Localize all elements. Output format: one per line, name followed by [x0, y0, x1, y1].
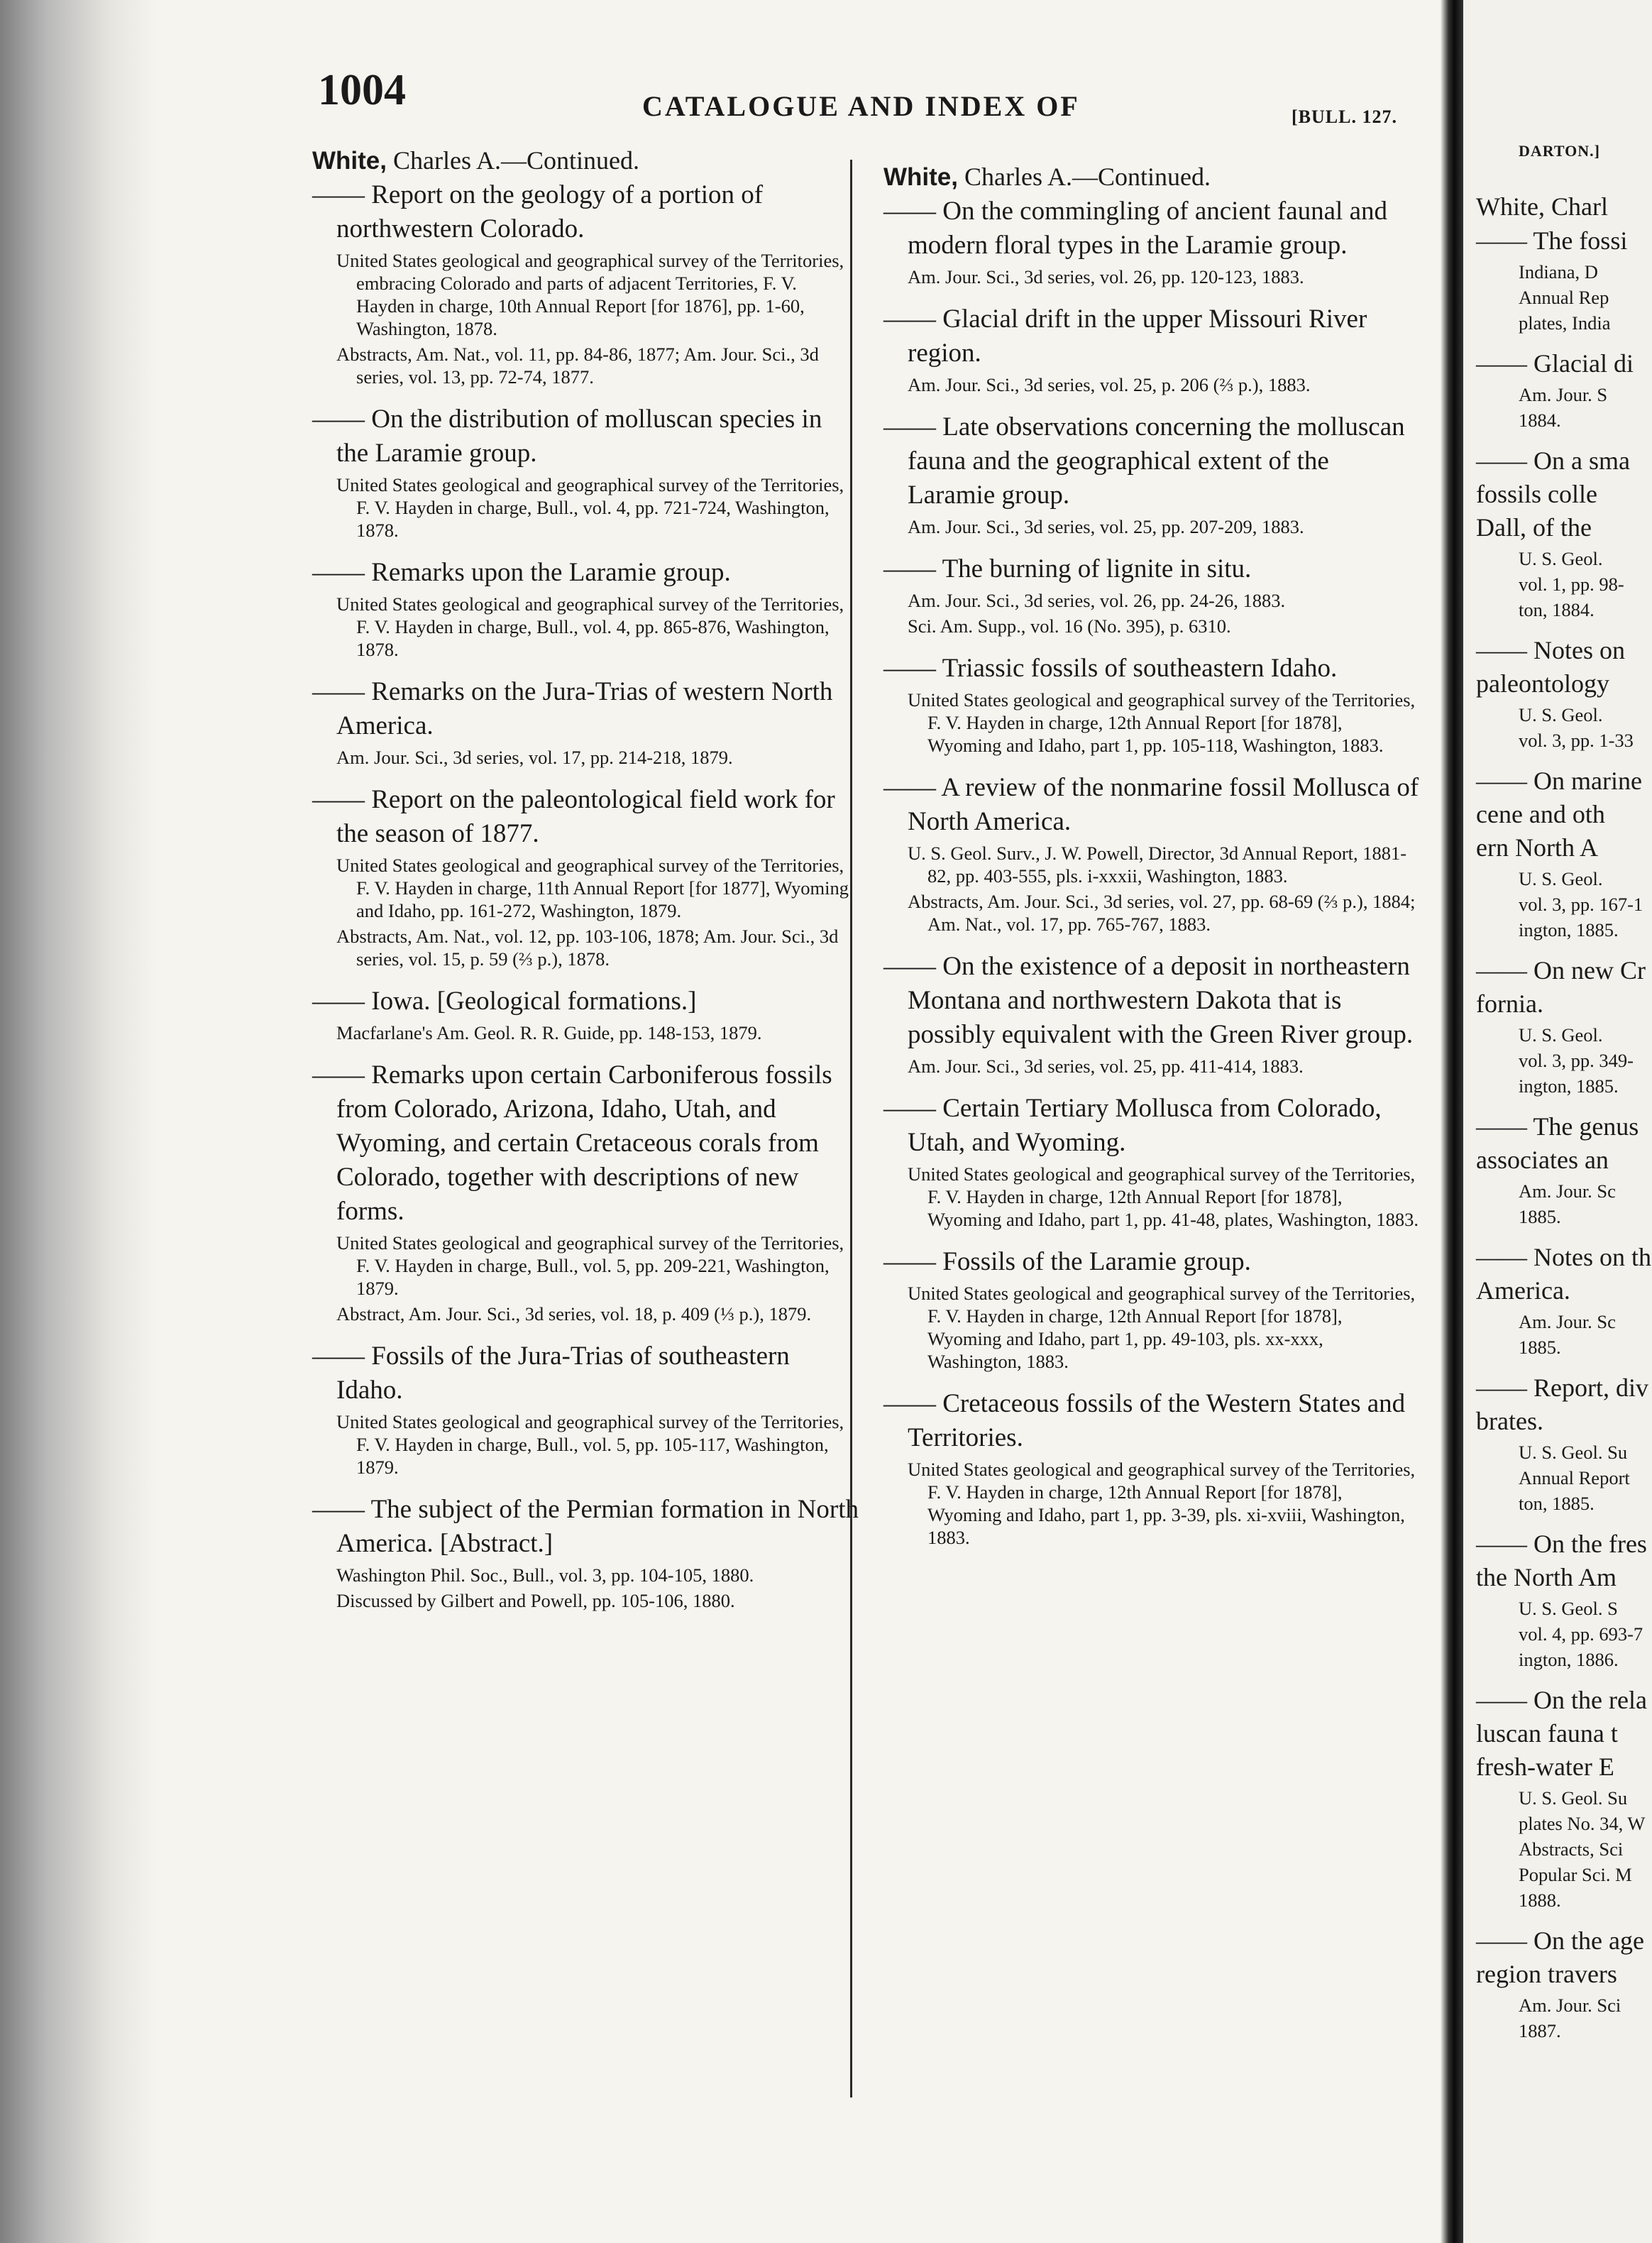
entry-citation: Abstracts, Am. Nat., vol. 12, pp. 103-106, 1878; Am. Jour. Sci., 3d series, vol. 15, p. 59 (⅔ p.), 1878.: [336, 926, 839, 970]
entry-title: —— Iowa. [Geological formations.]: [312, 987, 697, 1016]
catalogue-entry: [312, 675, 859, 769]
entry-citation: Sci. Am. Supp., vol. 16 (No. 395), p. 6310.: [908, 615, 1231, 637]
bulletin-tag: [BULL. 127.: [1292, 106, 1397, 127]
facing-page-line: fresh-water E: [1476, 1753, 1614, 1781]
facing-page-line: U. S. Geol.: [1519, 1024, 1603, 1046]
catalogue-entry: [312, 556, 859, 661]
facing-page-line: fornia.: [1476, 989, 1543, 1018]
facing-page-line: ington, 1885.: [1519, 1075, 1619, 1097]
facing-page-line: —— On the fres: [1476, 1530, 1647, 1558]
facing-page-line: U. S. Geol.: [1519, 704, 1603, 725]
facing-page-line: plates, India: [1519, 312, 1611, 334]
entry-title: —— Fossils of the Jura-Trias of southeastern Idaho.: [312, 1342, 790, 1405]
entry-citation: Macfarlane's Am. Geol. R. R. Guide, pp. 148-153, 1879.: [336, 1022, 762, 1043]
catalogue-entry: [883, 1092, 1419, 1231]
facing-page-line: ton, 1884.: [1519, 599, 1595, 620]
column-right: [883, 162, 1419, 1563]
catalogue-entry: [883, 410, 1419, 538]
facing-page-line: ington, 1885.: [1519, 919, 1619, 940]
entry-citation: Washington Phil. Soc., Bull., vol. 3, pp. 104-105, 1880.: [336, 1564, 754, 1586]
entry-citation: United States geological and geographical survey of the Territories, F. V. Hayden in charge, Bull., vol. 5, pp. 105-117, Washington, 1879.: [336, 1411, 844, 1478]
facing-page-line: ern North A: [1476, 833, 1598, 862]
facing-page-line: Popular Sci. M: [1519, 1864, 1632, 1885]
facing-page-line: U. S. Geol. Su: [1519, 1787, 1628, 1809]
entry-title: —— Certain Tertiary Mollusca from Colorado, Utah, and Wyoming.: [883, 1094, 1382, 1157]
facing-page-column: [1476, 106, 1652, 2042]
facing-page-line: Annual Report: [1519, 1467, 1630, 1488]
running-head: CATALOGUE AND INDEX OF: [642, 90, 1080, 122]
facing-page-line: Annual Rep: [1519, 287, 1609, 308]
entry-citation: United States geological and geographical survey of the Territories, F. V. Hayden in charge, 12th Annual Report [for 1878], Wyoming and Idaho, part 1, pp. 3-39, pls. xi-xviii, Washington, 1883.: [908, 1459, 1416, 1548]
column-left: [312, 146, 859, 1626]
author-header: White, Charles A.—Continued.: [883, 163, 1211, 191]
entry-title: —— Remarks upon the Laramie group.: [312, 558, 731, 587]
facing-page-line: Am. Jour. Sc: [1519, 1311, 1616, 1332]
entry-citation: U. S. Geol. Surv., J. W. Powell, Director, 3d Annual Report, 1881-82, pp. 403-555, pls. i-xxxii, Washington, 1883.: [908, 843, 1407, 887]
entry-citation: Discussed by Gilbert and Powell, pp. 105-106, 1880.: [336, 1590, 735, 1611]
facing-page-line: —— On the age: [1476, 1926, 1644, 1955]
catalogue-entry: [312, 1339, 859, 1479]
entry-title: —— On the distribution of molluscan species in the Laramie group.: [312, 405, 822, 468]
catalogue-entry: [883, 1387, 1419, 1549]
facing-page-line: —— Notes on th: [1476, 1243, 1651, 1271]
facing-running-head: DARTON.]: [1519, 142, 1600, 160]
entry-title: —— Report on the paleontological field work for the season of 1877.: [312, 785, 835, 848]
entry-citation: Am. Jour. Sci., 3d series, vol. 17, pp. 214-218, 1879.: [336, 747, 733, 768]
entry-citation: United States geological and geographical survey of the Territories, F. V. Hayden in charge, Bull., vol. 4, pp. 865-876, Washington, 1878.: [336, 593, 844, 660]
facing-page-line: vol. 3, pp. 167-1: [1519, 894, 1643, 915]
facing-page-line: vol. 4, pp. 693-7: [1519, 1623, 1643, 1645]
facing-page-line: brates.: [1476, 1407, 1543, 1435]
entry-title: —— Remarks upon certain Carboniferous fossils from Colorado, Arizona, Idaho, Utah, and Wyoming, and certain Cretaceous corals from Colorado, together with descriptions of new forms.: [312, 1060, 832, 1226]
facing-page-line: paleontology: [1476, 669, 1609, 698]
entry-title: —— On the existence of a deposit in northeastern Montana and northwestern Dakota that is possibly equivalent with the Green River group.: [883, 952, 1414, 1049]
catalogue-entry: [883, 552, 1419, 637]
facing-page-line: Am. Jour. S: [1519, 384, 1608, 405]
facing-page-line: luscan fauna t: [1476, 1719, 1618, 1748]
facing-page-line: —— On a sma: [1476, 446, 1630, 475]
entry-citation: Am. Jour. Sci., 3d series, vol. 25, p. 206 (⅔ p.), 1883.: [908, 374, 1311, 395]
entry-citation: Am. Jour. Sci., 3d series, vol. 26, pp. 24-26, 1883.: [908, 590, 1286, 611]
facing-page-line: —— The fossi: [1476, 226, 1628, 255]
facing-page-line: vol. 1, pp. 98-: [1519, 574, 1624, 595]
entry-citation: United States geological and geographical survey of the Territories, F. V. Hayden in charge, 12th Annual Report [for 1878], Wyoming and Idaho, part 1, pp. 105-118, Washington, 1883.: [908, 689, 1416, 756]
entry-title: —— Fossils of the Laramie group.: [883, 1247, 1251, 1276]
entry-citation: United States geological and geographical survey of the Territories, embracing Colorado and parts of adjacent Territories, F. V. Hayden in charge, 10th Annual Report [for 1876], pp. 1-60, Washington, 1878.: [336, 250, 844, 339]
facing-page-line: America.: [1476, 1276, 1570, 1305]
entry-title: —— The subject of the Permian formation in North America. [Abstract.]: [312, 1495, 859, 1558]
catalogue-entry: [883, 194, 1419, 288]
entry-citation: United States geological and geographical survey of the Territories, F. V. Hayden in charge, 12th Annual Report [for 1878], Wyoming and Idaho, part 1, pp. 41-48, plates, Washington, 1883.: [908, 1163, 1419, 1230]
facing-page-line: Dall, of the: [1476, 513, 1592, 542]
facing-page-line: White, Charl: [1476, 192, 1608, 221]
facing-page-line: 1885.: [1519, 1337, 1561, 1358]
facing-page-line: vol. 3, pp. 349-: [1519, 1050, 1634, 1071]
facing-page-line: Am. Jour. Sci: [1519, 1995, 1621, 2016]
facing-page-line: U. S. Geol. S: [1519, 1598, 1618, 1619]
facing-page-line: cene and oth: [1476, 800, 1605, 828]
catalogue-entry: [883, 1245, 1419, 1373]
facing-page-line: U. S. Geol.: [1519, 548, 1603, 569]
facing-page-line: fossils colle: [1476, 480, 1597, 508]
catalogue-entry: [312, 783, 859, 970]
author-header: White, Charles A.—Continued.: [312, 146, 639, 175]
facing-page-line: —— On the rela: [1476, 1686, 1647, 1714]
facing-page-line: region travers: [1476, 1960, 1617, 1988]
entry-citation: Am. Jour. Sci., 3d series, vol. 26, pp. 120-123, 1883.: [908, 266, 1304, 287]
entry-title: —— Remarks on the Jura-Trias of western North America.: [312, 677, 833, 740]
facing-page-line: associates an: [1476, 1146, 1609, 1174]
facing-page-line: 1885.: [1519, 1206, 1561, 1227]
entry-citation: Am. Jour. Sci., 3d series, vol. 25, pp. 207-209, 1883.: [908, 516, 1304, 537]
facing-page-line: ington, 1886.: [1519, 1649, 1619, 1670]
catalogue-entry: [312, 178, 859, 388]
entry-title: —— The burning of lignite in situ.: [883, 554, 1252, 583]
facing-page-line: U. S. Geol.: [1519, 868, 1603, 889]
entry-citation: Am. Jour. Sci., 3d series, vol. 25, pp. 411-414, 1883.: [908, 1055, 1304, 1077]
facing-page-line: Abstracts, Sci: [1519, 1838, 1624, 1860]
facing-page-line: —— Glacial di: [1476, 349, 1634, 378]
facing-page-line: vol. 3, pp. 1-33: [1519, 730, 1634, 751]
facing-page-line: —— The genus: [1476, 1112, 1639, 1141]
entry-title: —— Glacial drift in the upper Missouri River region.: [883, 305, 1367, 368]
entry-citation: Abstracts, Am. Jour. Sci., 3d series, vol. 27, pp. 68-69 (⅔ p.), 1884; Am. Nat., vol. 17, pp. 765-767, 1883.: [908, 891, 1416, 935]
catalogue-entry: [883, 771, 1419, 936]
facing-page-line: U. S. Geol. Su: [1519, 1442, 1628, 1463]
facing-page-line: 1884.: [1519, 410, 1561, 431]
entry-title: —— A review of the nonmarine fossil Mollusca of North America.: [883, 773, 1419, 836]
entry-title: —— Cretaceous fossils of the Western States and Territories.: [883, 1389, 1406, 1452]
entry-title: —— Triassic fossils of southeastern Idaho.: [883, 654, 1338, 683]
book-gutter: [1441, 0, 1463, 2243]
catalogue-entry: [312, 1493, 859, 1612]
facing-page-line: —— Report, div: [1476, 1373, 1648, 1402]
entry-citation: Abstracts, Am. Nat., vol. 11, pp. 84-86, 1877; Am. Jour. Sci., 3d series, vol. 13, pp. 72-74, 1877.: [336, 344, 819, 388]
facing-page-line: the North Am: [1476, 1563, 1617, 1591]
facing-page-line: 1887.: [1519, 2020, 1561, 2041]
facing-page-line: —— On new Cr: [1476, 956, 1646, 985]
catalogue-entry: [883, 652, 1419, 757]
facing-page-line: —— On marine: [1476, 767, 1642, 795]
facing-page-line: Indiana, D: [1519, 261, 1598, 283]
binding-shadow: [0, 0, 156, 2243]
catalogue-entry: [312, 1058, 859, 1325]
facing-page-line: plates No. 34, W: [1519, 1813, 1646, 1834]
catalogue-entry: [312, 402, 859, 542]
entry-citation: United States geological and geographical survey of the Territories, F. V. Hayden in charge, Bull., vol. 4, pp. 721-724, Washington, 1878.: [336, 474, 844, 541]
entry-title: —— Late observations concerning the molluscan fauna and the geographical extent of the Laramie group.: [883, 412, 1405, 510]
catalogue-entry: [883, 302, 1419, 396]
facing-page: [1463, 0, 1652, 2243]
entry-title: —— Report on the geology of a portion of northwestern Colorado.: [312, 180, 764, 243]
facing-page-line: ton, 1885.: [1519, 1493, 1595, 1514]
entry-citation: Abstract, Am. Jour. Sci., 3d series, vol. 18, p. 409 (⅓ p.), 1879.: [336, 1303, 812, 1325]
facing-page-line: Am. Jour. Sc: [1519, 1180, 1616, 1202]
page-number: 1004: [318, 66, 406, 114]
facing-page-line: —— Notes on: [1476, 636, 1625, 664]
entry-citation: United States geological and geographical survey of the Territories, F. V. Hayden in charge, Bull., vol. 5, pp. 209-221, Washington, 1879.: [336, 1232, 844, 1299]
facing-page-line: 1888.: [1519, 1890, 1561, 1911]
entry-citation: United States geological and geographical survey of the Territories, F. V. Hayden in charge, 11th Annual Report [for 1877], Wyoming and Idaho, pp. 161-272, Washington, 1879.: [336, 855, 849, 921]
entry-citation: United States geological and geographical survey of the Territories, F. V. Hayden in charge, 12th Annual Report [for 1878], Wyoming and Idaho, part 1, pp. 49-103, pls. xx-xxx, Washington, 1883.: [908, 1283, 1416, 1372]
entry-title: —— On the commingling of ancient faunal and modern floral types in the Laramie group.: [883, 197, 1388, 260]
catalogue-entry: [883, 950, 1419, 1077]
catalogue-entry: [312, 985, 859, 1044]
